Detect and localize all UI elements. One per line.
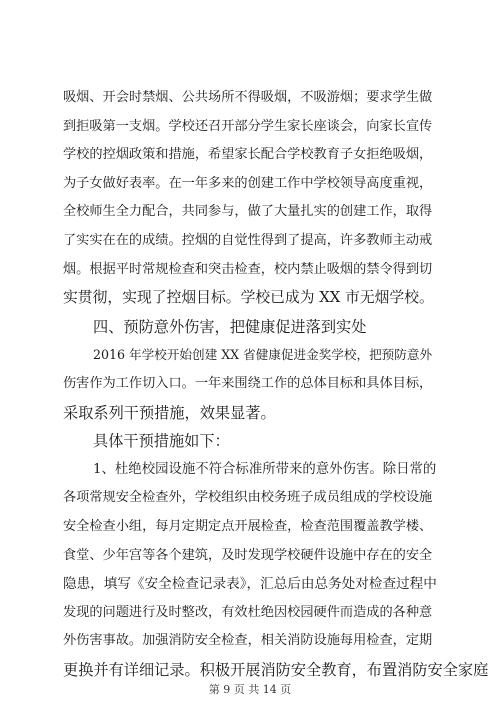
text-line: 为子女做好表率。在一年多来的创建工作中学校领导高度重视， [63,175,433,191]
text-line: 具体干预措施如下： [93,432,230,451]
text-line: 更换并有详细记录。积极开展消防安全教育，布置消防安全家庭 [63,661,489,679]
text-line: 2016 年学校开始创建 XX 省健康促进金奖学校，把预防意外 [93,347,433,363]
text-line: 发现的问题进行及时整改，有效杜绝因校园硬件而造成的各种意 [63,604,433,620]
text-line: 学校的控烟政策和措施，希望家长配合学校教育子女拒绝吸烟， [63,147,433,163]
text-line: 实贯彻，实现了控烟目标。学校已成为 XX 市无烟学校。 [63,289,434,307]
text-line: 1、杜绝校园设施不符合标准所带来的意外伤害。除日常的 [93,461,437,477]
text-line: 食堂、少年宫等各个建筑，及时发现学校硬件设施中存在的安全 [63,547,433,563]
page-footer: 第 9 页 共 14 页 [208,683,292,696]
text-line: 各项常规安全检查外，学校组织由校务班子成员组成的学校设施 [63,490,433,506]
section-heading: 四、预防意外伤害，把健康促进落到实处 [93,317,367,336]
text-line: 伤害作为工作切入口。一年来围绕工作的总体目标和具体目标， [63,376,433,391]
text-line: 外伤害事故。加强消防安全检查，相关消防设施每用检查，定期 [63,633,433,649]
text-line: 隐患，填写《安全检查记录表》，汇总后由总务处对检查过程中 [63,576,437,593]
text-line: 安全检查小组，每月定期定点开展检查，检查范围覆盖教学楼、 [63,519,433,534]
text-line: 了实实在在的成绩。控烟的自觉性得到了提高，许多教师主动戒 [63,233,433,248]
text-line: 到拒吸第一支烟。学校还召开部分学生家长座谈会，向家长宣传 [63,118,433,134]
text-line: 吸烟、开会时禁烟、公共场所不得吸烟，不吸游烟；要求学生做 [63,90,433,105]
text-line: 采取系列干预措施，效果显著。 [63,403,276,422]
text-line: 全校师生全力配合，共同参与，做了大量扎实的创建工作，取得 [63,204,433,220]
text-line: 烟。根据平时常规检查和突击检查，校内禁止吸烟的禁令得到切 [63,261,433,277]
